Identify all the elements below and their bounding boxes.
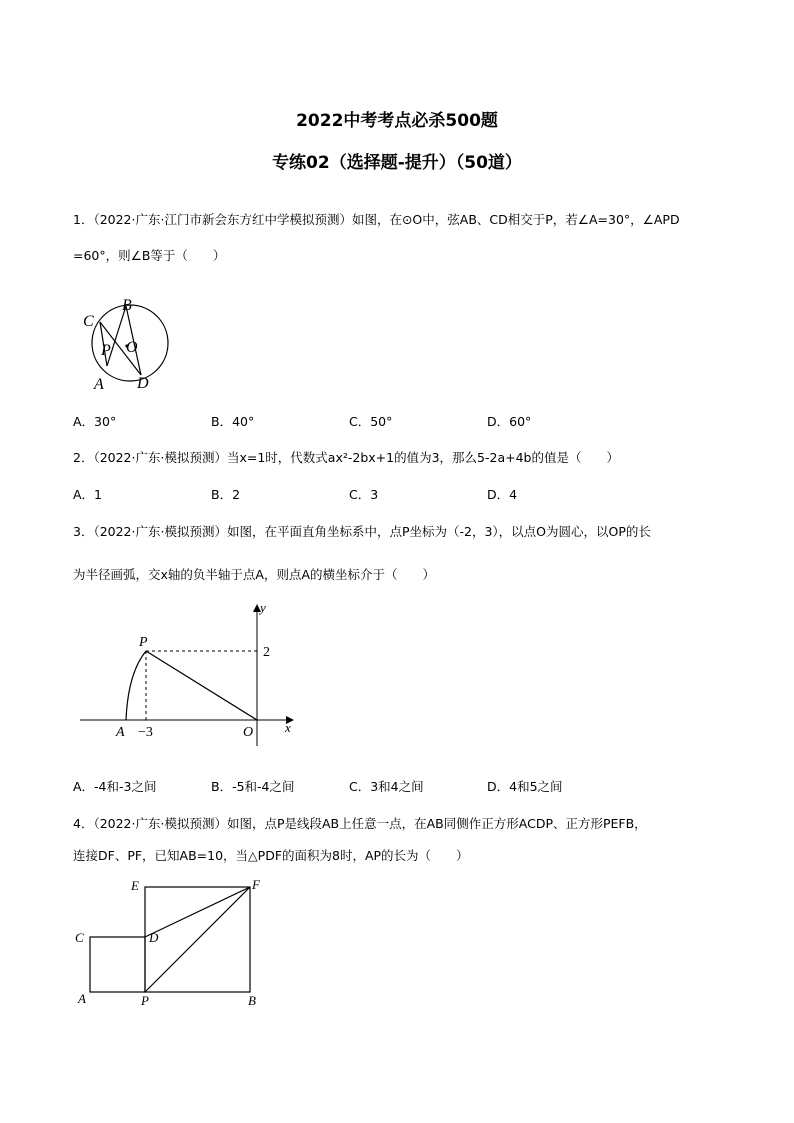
question-3-figure (75, 598, 305, 748)
label-e: E (131, 878, 139, 893)
label-p: P (139, 635, 148, 650)
question-2-option-c: C．3 (349, 487, 379, 502)
question-1-line-1: 1．（2022·广东·江门市新会东方红中学模拟预测）如图，在⊙O中，弦AB、CD相交于P，若∠A=30°，∠APD (73, 212, 680, 227)
question-4-line-2: 连接DF、PF，已知AB=10，当△PDF的面积为8时，AP的长为（ ） (73, 848, 469, 863)
question-3-option-c: C．3和4之间 (349, 779, 424, 794)
label-c: C (83, 313, 94, 330)
question-1-option-b: B．40° (211, 414, 255, 429)
question-3-option-a: A．-4和-3之间 (73, 779, 157, 794)
question-4-line-1: 4．（2022·广东·模拟预测）如图，点P是线段AB上任意一点，在AB同侧作正方形ACDP、正方形PEFB， (73, 816, 647, 831)
label-a: A (78, 991, 86, 1006)
question-2-line-1: 2．（2022·广东·模拟预测）当x=1时，代数式ax²-2bx+1的值为3，那么5-2a+4b的值是（ ） (73, 450, 619, 465)
label-p: P (101, 342, 111, 359)
question-4-figure (72, 875, 272, 1015)
question-1-option-c: C．50° (349, 414, 393, 429)
label-d: D (137, 375, 149, 392)
segment-op (146, 651, 257, 720)
label-y: y (260, 600, 266, 615)
question-1-option-a: A．30° (73, 414, 117, 429)
segment-df (145, 887, 250, 937)
question-2-option-b: B．2 (211, 487, 241, 502)
question-3-option-b: B．-5和-4之间 (211, 779, 295, 794)
segment-pf (145, 887, 250, 992)
page-subtitle: 专练02（选择题-提升）（50道） (272, 153, 522, 173)
label-b: B (122, 297, 132, 314)
label-o: O (243, 725, 254, 740)
label-neg3: −3 (138, 725, 153, 740)
question-1-option-d: D．60° (487, 414, 532, 429)
question-1-line-2: =60°，则∠B等于（ ） (73, 248, 226, 263)
question-1-figure (70, 290, 200, 395)
label-a: A (116, 725, 125, 740)
page-title: 2022中考考点必杀500题 (296, 111, 498, 131)
label-p: P (141, 993, 149, 1008)
question-3-line-1: 3．（2022·广东·模拟预测）如图，在平面直角坐标系中，点P坐标为（-2，3），以点O为圆心，以OP的长 (73, 524, 651, 539)
label-c: C (75, 930, 84, 945)
question-3-option-d: D．4和5之间 (487, 779, 563, 794)
label-d: D (149, 930, 159, 945)
question-2-option-a: A．1 (73, 487, 103, 502)
label-a: A (94, 376, 104, 393)
label-2: 2 (263, 645, 270, 660)
question-3-line-2: 为半径画弧，交x轴的负半轴于点A，则点A的横坐标介于（ ） (73, 567, 436, 582)
square-acdp (90, 937, 145, 992)
arc-pa (126, 651, 146, 720)
label-b: B (248, 993, 256, 1008)
label-x: x (285, 720, 291, 735)
question-2-option-d: D．4 (487, 487, 518, 502)
label-f: F (252, 877, 260, 892)
label-o: O (126, 339, 138, 356)
